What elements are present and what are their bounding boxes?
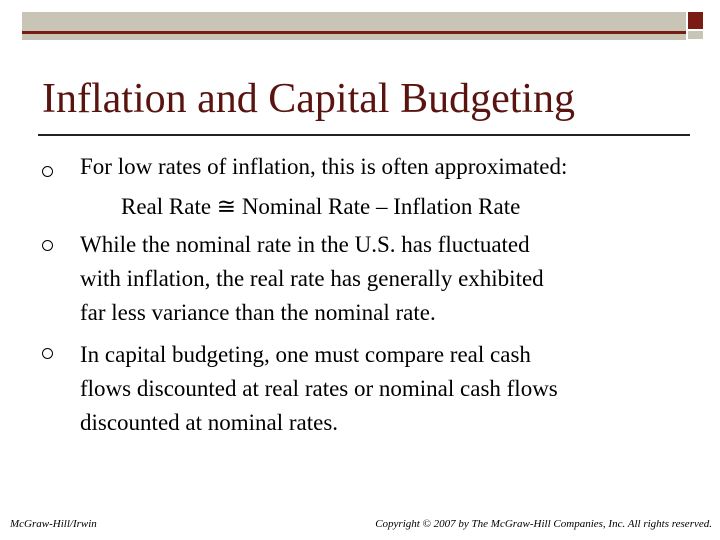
bullet-2-line: far less variance than the nominal rate. bbox=[80, 300, 436, 325]
bullet-2-text bbox=[80, 228, 544, 330]
header-stripe bbox=[22, 31, 686, 34]
bullet-2-line: with inflation, the real rate has generally exhibited bbox=[80, 266, 544, 291]
bullet-3-line: In capital budgeting, one must compare real cash bbox=[80, 342, 531, 367]
header-band bbox=[22, 12, 686, 40]
bullet-2-line: While the nominal rate in the U.S. has fluctuated bbox=[80, 232, 530, 257]
footer-copyright: Copyright © 2007 by The McGraw-Hill Companies, Inc. All rights reserved. bbox=[375, 518, 712, 530]
corner-square-dark bbox=[688, 12, 703, 29]
corner-square-light bbox=[688, 31, 703, 39]
bullet-3-line: discounted at nominal rates. bbox=[80, 410, 339, 435]
title-divider bbox=[38, 134, 690, 136]
bullet-circle-icon bbox=[42, 348, 53, 359]
bullet-3-text bbox=[80, 338, 558, 440]
bullet-3-line: flows discounted at real rates or nominal cash flows bbox=[80, 376, 558, 401]
bullet-circle-icon bbox=[42, 166, 53, 177]
slide-title: Inflation and Capital Budgeting bbox=[42, 76, 576, 122]
formula-text: Real Rate ≅ Nominal Rate – Inflation Rate bbox=[121, 194, 521, 219]
bullet-1-text: For low rates of inflation, this is often approximated: bbox=[80, 154, 568, 179]
footer-publisher: McGraw-Hill/Irwin bbox=[10, 518, 97, 530]
bullet-circle-icon bbox=[42, 240, 53, 251]
